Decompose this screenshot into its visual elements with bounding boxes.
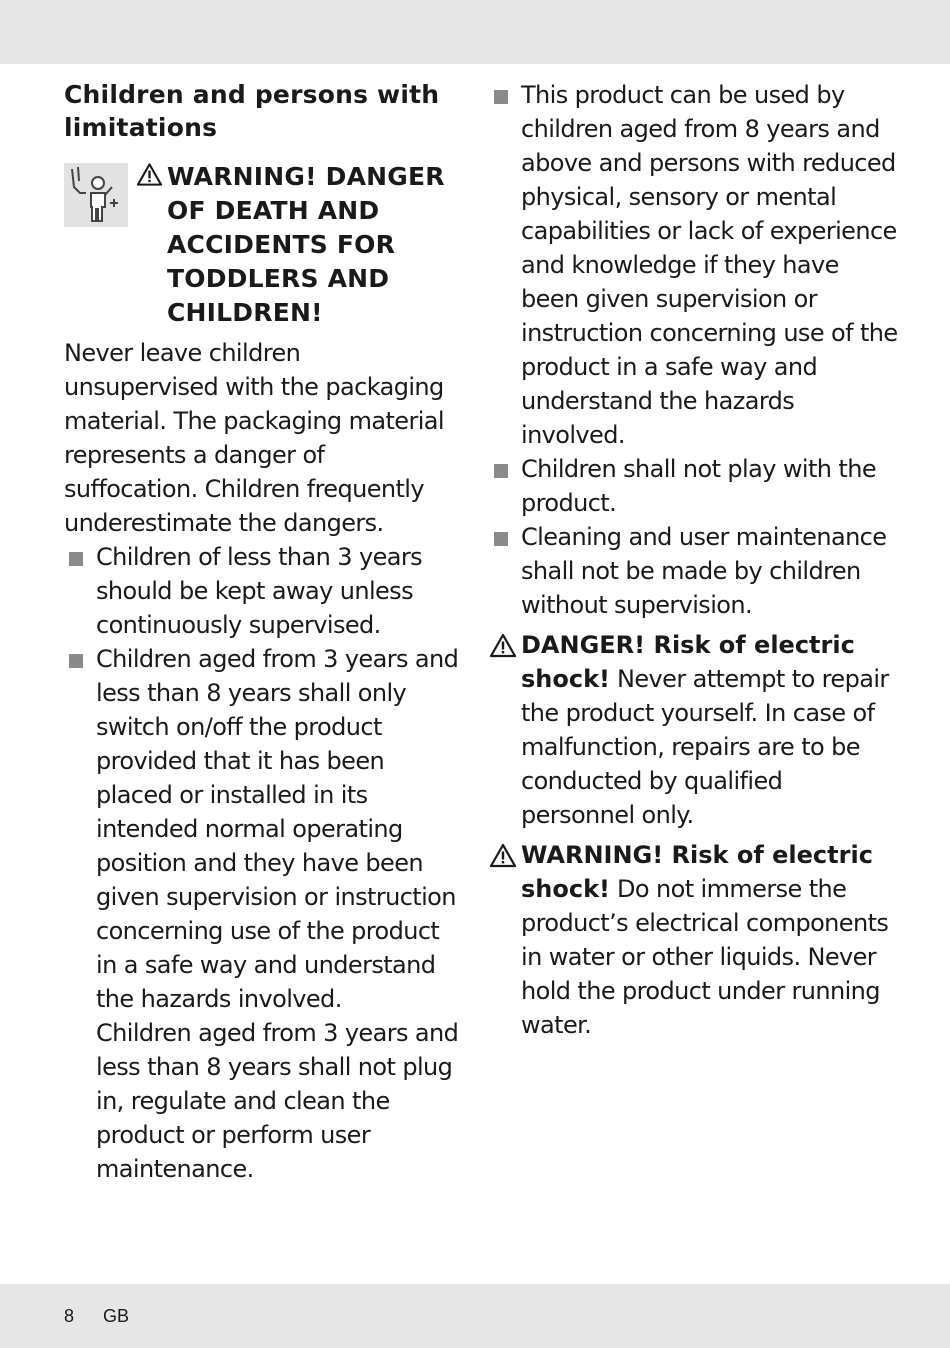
warning-notice [489,838,899,1042]
list-item-text: Children of less than 3 years should be kept away unless continuously supervised. [96,543,423,639]
square-bullet-icon [69,552,83,566]
danger-notice [489,628,899,832]
child-warning-icon [64,163,128,227]
warning-label: WARNING! Risk of electric shock! [521,841,873,903]
danger-text: Never attempt to repair the product yourself. In case of malfunction, repairs are to be conducted by qualified personnel only. [521,665,889,829]
danger-label: DANGER! Risk of electric shock! [521,631,855,693]
list-item [64,642,464,1016]
continuation-paragraph: Children aged from 3 years and less than 8 years shall not plug in, regulate and clean the product or perform user maintenance. [96,1019,459,1183]
right-column [489,78,899,1042]
list-item-text: Children shall not play with the product. [521,455,876,517]
intro-paragraph: Never leave children unsupervised with the packaging material. The packaging material represents a danger of suffocation. Children frequently underestimate the dangers. [64,339,444,537]
warning-title: WARNING! DANGER OF DEATH AND ACCIDENTS FOR TODDLERS AND CHILDREN! [167,162,445,327]
list-item-text: This product can be used by children aged from 8 years and above and persons with reduced physical, sensory or mental capabilities or lack of experience and knowledge if they have been given supervision or instruction concerning use of the product in a safe way and understand the hazards involved. [521,81,898,449]
warning-triangle-icon [489,843,517,868]
language-code: GB [103,1306,130,1326]
square-bullet-icon [494,464,508,478]
child-warning-block [64,160,464,336]
warning-text: Do not immerse the product’s electrical components in water or other liquids. Never hold the product under running water. [521,875,889,1039]
square-bullet-icon [494,90,508,104]
warning-triangle-icon [136,162,163,187]
warning-triangle-icon [489,633,517,658]
square-bullet-icon [69,654,83,668]
list-item [489,520,899,622]
list-item [489,452,899,520]
square-bullet-icon [494,532,508,546]
list-item-text: Children aged from 3 years and less than 8 years shall only switch on/off the product provided that it has been placed or installed in its intended normal operating position and they have been given supervision or instruction concerning use of the product in a safe way and understand the hazards involved. [96,645,459,1013]
page-number: 8 [64,1306,75,1326]
right-bullet-list [489,78,899,622]
header-band [0,0,950,64]
list-item [489,78,899,452]
left-bullet-list [64,540,464,1016]
section-heading: Children and persons with limitations [64,80,440,142]
list-item-text: Cleaning and user maintenance shall not be made by children without supervision. [521,523,887,619]
left-column [64,78,464,1186]
footer-band [0,1284,950,1348]
list-item [64,540,464,642]
